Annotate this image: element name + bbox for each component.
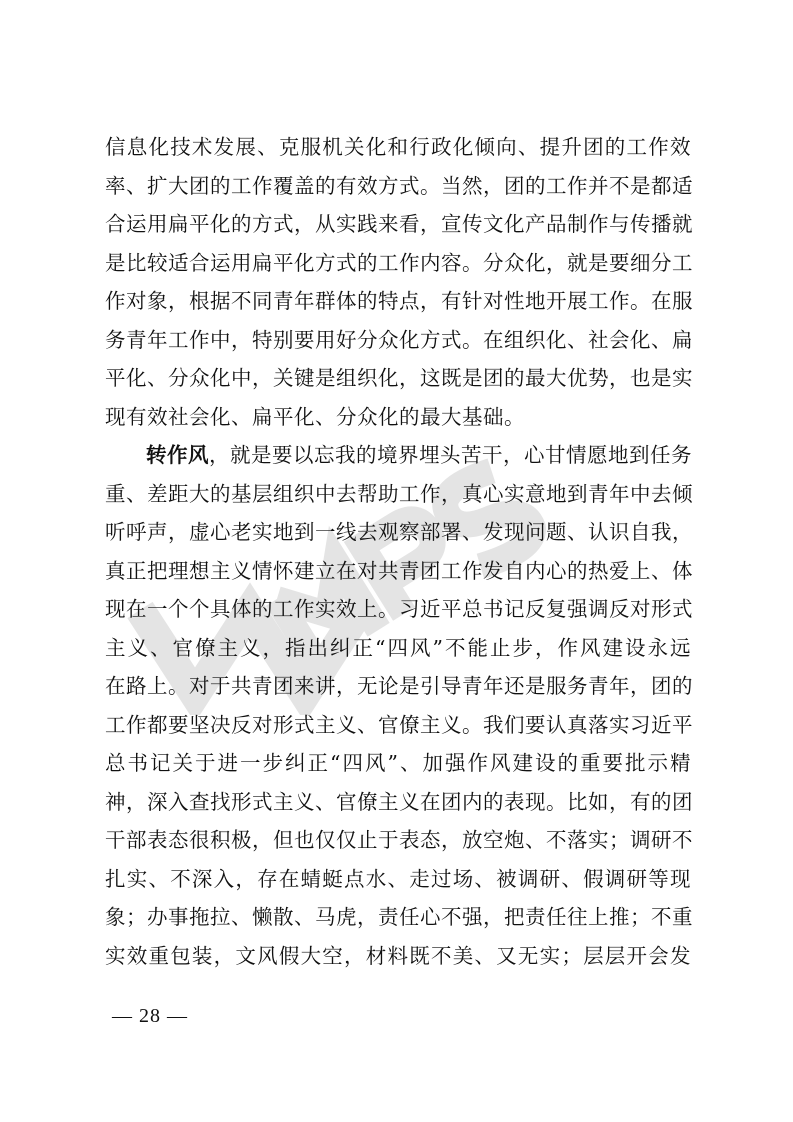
text-line: 神，深入查找形式主义、官僚主义在团内的表现。比如，有的团 xyxy=(105,789,693,814)
text-line: 重、差距大的基层组织中去帮助工作，真心实意地到青年中去倾 xyxy=(105,481,693,506)
text-line: 真正把理想主义情怀建立在对共青团工作发自内心的热爱上、体 xyxy=(105,558,693,583)
text-line: 实效重包装，文风假大空，材料既不美、又无实；层层开会发 xyxy=(105,943,691,968)
text-line: 象；办事拖拉、懒散、马虎，责任心不强，把责任往上推；不重 xyxy=(105,905,693,929)
body-text xyxy=(105,128,691,975)
text-line: 是比较适合运用扁平化方式的工作内容。分众化，就是要细分工 xyxy=(105,250,693,275)
page-number: — 28 — xyxy=(112,1005,188,1027)
text-line: 平化、分众化中，关键是组织化，这既是团的最大优势，也是实 xyxy=(105,366,693,390)
text-line: 主义、官僚主义，指出纠正“四风”不能止步，作风建设永远 xyxy=(105,635,691,660)
paragraph-lead-bold: 转作风 xyxy=(146,443,209,467)
paragraph-first-rest: ，就是要以忘我的境界埋头苦干，心甘情愿地到任务 xyxy=(209,443,692,467)
text-line: 总书记关于进一步纠正“四风”、加强作风建设的重要批示精 xyxy=(105,751,691,775)
text-line: 信息化技术发展、克服机关化和行政化倾向、提升团的工作效 xyxy=(105,135,691,159)
paragraph-first-line xyxy=(105,436,691,475)
text-line: 现有效社会化、扁平化、分众化的最大基础。 xyxy=(105,404,525,429)
text-line: 务青年工作中，特别要用好分众化方式。在组织化、社会化、扁 xyxy=(105,327,693,352)
text-line: 听呼声，虚心老实地到一线去观察部署、发现问题、认识自我， xyxy=(105,520,693,544)
text-line: 在路上。对于共青团来讲，无论是引导青年还是服务青年，团的 xyxy=(105,674,693,698)
text-line: 现在一个个具体的工作实效上。习近平总书记反复强调反对形式 xyxy=(105,597,693,621)
text-line: 作对象，根据不同青年群体的特点，有针对性地开展工作。在服 xyxy=(105,289,693,313)
text-line: 干部表态很积极，但也仅仅止于表态，放空炮、不落实；调研不 xyxy=(105,828,693,852)
text-line: 工作都要坚决反对形式主义、官僚主义。我们要认真落实习近平 xyxy=(105,712,693,737)
text-line: 合运用扁平化的方式，从实践来看，宣传文化产品制作与传播就 xyxy=(105,212,693,236)
text-line: 扎实、不深入，存在蜻蜓点水、走过场、被调研、假调研等现 xyxy=(105,866,691,891)
text-line: 率、扩大团的工作覆盖的有效方式。当然，团的工作并不是都适 xyxy=(105,173,693,198)
